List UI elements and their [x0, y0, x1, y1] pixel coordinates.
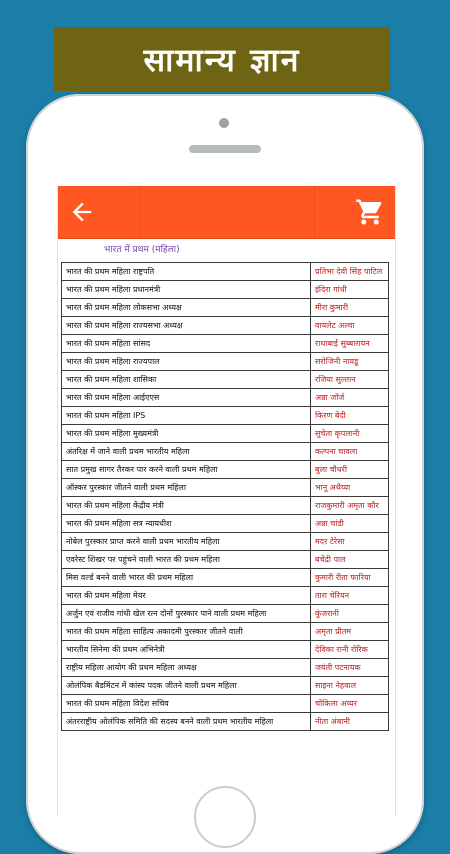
- appbar-divider: [314, 186, 315, 238]
- question-cell: ओलंपिक बैडमिंटन में कांस्य पदक जीतने वाली प्रथम महिला: [62, 677, 311, 695]
- answer-cell: नीता अंबानी: [311, 713, 389, 731]
- question-cell: भारत की प्रथम महिला शासिका: [62, 371, 311, 389]
- question-cell: एवरेस्ट शिखर पर पहुंचने वाली भारत की प्रथम महिला: [62, 551, 311, 569]
- answer-cell: इंदिरा गांधी: [311, 281, 389, 299]
- table-row: [62, 497, 389, 515]
- table-row: [62, 443, 389, 461]
- table-row: [62, 641, 389, 659]
- table-row: [62, 569, 389, 587]
- answer-cell: तारा चेरियन: [311, 587, 389, 605]
- answer-cell: मदर टेरेसा: [311, 533, 389, 551]
- question-cell: भारत की प्रथम महिला सांसद: [62, 335, 311, 353]
- answer-cell: जयंती पटनायक: [311, 659, 389, 677]
- question-cell: भारत की प्रथम महिला आईएएस: [62, 389, 311, 407]
- answer-cell: साइना नेहवाल: [311, 677, 389, 695]
- speaker-grille: [189, 145, 261, 153]
- question-cell: भारत की प्रथम महिला केंद्रीय मंत्री: [62, 497, 311, 515]
- table-row: [62, 389, 389, 407]
- answer-cell: सरोजिनी नायडू: [311, 353, 389, 371]
- answer-cell: रजिया सुल्तान: [311, 371, 389, 389]
- gk-table: [61, 262, 389, 731]
- table-row: [62, 623, 389, 641]
- question-cell: सात प्रमुख सागर तैरकर पार करने वाली प्रथम महिला: [62, 461, 311, 479]
- answer-cell: वायलेट अल्वा: [311, 317, 389, 335]
- question-cell: अंतरराष्ट्रीय ओलंपिक समिति की सदस्य बनने वाली प्रथम भारतीय महिला: [62, 713, 311, 731]
- answer-cell: अमृता प्रीतम: [311, 623, 389, 641]
- answer-cell: राजकुमारी अमृता कौर: [311, 497, 389, 515]
- question-cell: भारतीय सिनेमा की प्रथम अभिनेत्री: [62, 641, 311, 659]
- answer-cell: भानू अथैय्या: [311, 479, 389, 497]
- table-row: [62, 551, 389, 569]
- table-row: [62, 407, 389, 425]
- question-cell: भारत की प्रथम महिला प्रधानमंत्री: [62, 281, 311, 299]
- promo-banner: [54, 27, 390, 91]
- table-row: [62, 353, 389, 371]
- table-row: [62, 695, 389, 713]
- answer-cell: बुला चौधरी: [311, 461, 389, 479]
- question-cell: भारत की प्रथम महिला साहित्य अकादमी पुरस्कार जीतने वाली: [62, 623, 311, 641]
- arrow-back-icon[interactable]: [68, 198, 96, 226]
- banner-title: सामान्य ज्ञान: [143, 40, 301, 79]
- shopping-cart-icon[interactable]: [355, 197, 385, 227]
- answer-cell: देविका रानी रोरिक: [311, 641, 389, 659]
- question-cell: भारत की प्रथम महिला राष्ट्रपति: [62, 263, 311, 281]
- question-cell: मिस वर्ल्ड बनने वाली भारत की प्रथम महिला: [62, 569, 311, 587]
- section-title: भारत में प्रथम (महिला): [104, 245, 180, 255]
- answer-cell: सुचेता कृपलानी: [311, 425, 389, 443]
- answer-cell: राधाबाई सुब्बारायन: [311, 335, 389, 353]
- phone-frame: [26, 94, 424, 854]
- answer-cell: बचेंद्री पाल: [311, 551, 389, 569]
- home-button[interactable]: [194, 786, 256, 848]
- table-row: [62, 461, 389, 479]
- question-cell: भारत की प्रथम महिला सत्र न्यायधीश: [62, 515, 311, 533]
- table-row: [62, 425, 389, 443]
- table-row: [62, 659, 389, 677]
- table-row: [62, 263, 389, 281]
- answer-cell: चोकिला अय्यर: [311, 695, 389, 713]
- table-row: [62, 299, 389, 317]
- table-row: [62, 587, 389, 605]
- answer-cell: अन्ना चांडी: [311, 515, 389, 533]
- question-cell: अंतरिक्ष में जाने वाली प्रथम भारतीय महिला: [62, 443, 311, 461]
- app-bar: [58, 186, 395, 239]
- answer-cell: प्रतिभा देवी सिंह पाटिल: [311, 263, 389, 281]
- answer-cell: कुंजरानी: [311, 605, 389, 623]
- question-cell: भारत की प्रथम महिला विदेश सचिव: [62, 695, 311, 713]
- table-row: [62, 533, 389, 551]
- table-row: [62, 335, 389, 353]
- answer-cell: किरण बेदी: [311, 407, 389, 425]
- table-row: [62, 281, 389, 299]
- question-cell: भारत की प्रथम महिला मेयर: [62, 587, 311, 605]
- question-cell: नोबेल पुरस्कार प्राप्त करने वाली प्रथम भारतीय महिला: [62, 533, 311, 551]
- appbar-divider: [140, 186, 141, 238]
- table-row: [62, 317, 389, 335]
- question-cell: भारत की प्रथम महिला राज्यसभा अध्यक्ष: [62, 317, 311, 335]
- camera-icon: [219, 118, 229, 128]
- answer-cell: कल्पना चावला: [311, 443, 389, 461]
- table-row: [62, 677, 389, 695]
- question-cell: ऑस्कर पुरस्कार जीतने वाली प्रथम महिला: [62, 479, 311, 497]
- question-cell: राष्ट्रीय महिला आयोग की प्रथम महिला अध्यक्ष: [62, 659, 311, 677]
- app-screen: [57, 186, 396, 816]
- table-row: [62, 479, 389, 497]
- question-cell: भारत की प्रथम महिला लोकसभा अध्यक्ष: [62, 299, 311, 317]
- question-cell: भारत की प्रथम महिला IPS: [62, 407, 311, 425]
- answer-cell: कुमारी रीता फारिया: [311, 569, 389, 587]
- question-cell: भारत की प्रथम महिला राज्यपाल: [62, 353, 311, 371]
- table-row: [62, 515, 389, 533]
- answer-cell: मीरा कुमारी: [311, 299, 389, 317]
- question-cell: अर्जुन एवं राजीव गांधी खेल रत्न दोनों पुरस्कार पाने वाली प्रथम महिला: [62, 605, 311, 623]
- table-row: [62, 713, 389, 731]
- question-cell: भारत की प्रथम महिला मुख्यमंत्री: [62, 425, 311, 443]
- table-row: [62, 371, 389, 389]
- answer-cell: अन्ना जॉर्ज: [311, 389, 389, 407]
- table-row: [62, 605, 389, 623]
